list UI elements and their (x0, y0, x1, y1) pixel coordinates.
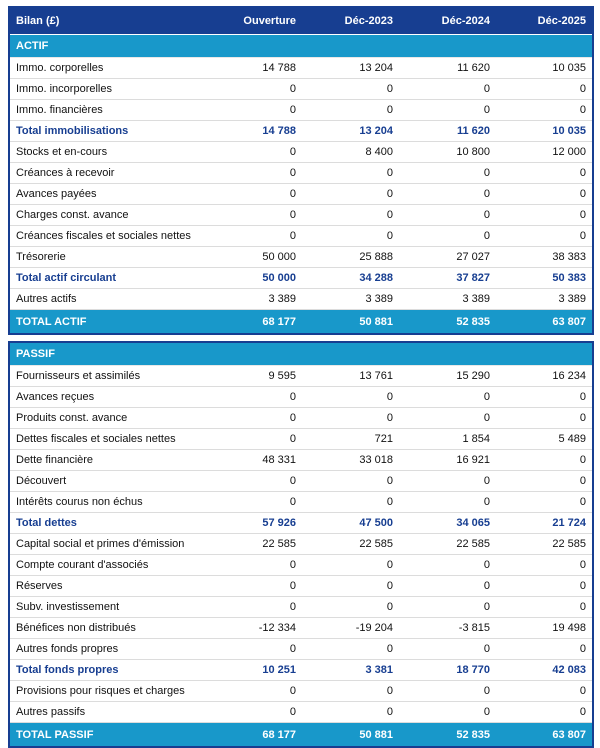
row-value: 0 (205, 702, 302, 723)
row-value: -19 204 (302, 618, 399, 639)
row-value: 0 (205, 597, 302, 618)
row-value: 0 (205, 163, 302, 184)
row-value: 50 383 (496, 268, 593, 289)
row-value: 0 (205, 408, 302, 429)
row-value: 14 788 (205, 121, 302, 142)
row-value: 0 (496, 702, 593, 723)
row-value: 27 027 (399, 247, 496, 268)
row-value: 0 (205, 639, 302, 660)
row-value: 0 (302, 576, 399, 597)
total-value: 63 807 (496, 723, 593, 748)
row-value: 0 (205, 555, 302, 576)
row-value: 0 (205, 471, 302, 492)
row-value: 0 (205, 184, 302, 205)
row-value: 16 234 (496, 366, 593, 387)
row-value: 0 (302, 555, 399, 576)
row-value: 0 (496, 450, 593, 471)
total-value: 68 177 (205, 310, 302, 335)
total-label: TOTAL PASSIF (9, 723, 205, 748)
row-label: Subv. investissement (9, 597, 205, 618)
col-header-dec-2024: Déc-2024 (399, 7, 496, 35)
table-row (9, 471, 593, 492)
row-label: Charges const. avance (9, 205, 205, 226)
row-value: 10 035 (496, 58, 593, 79)
section-title-label: PASSIF (9, 342, 593, 366)
row-value: 0 (205, 681, 302, 702)
row-value: 22 585 (302, 534, 399, 555)
balance-sheet-table-actif (8, 6, 594, 335)
row-label: Dette financière (9, 450, 205, 471)
row-value: 0 (496, 639, 593, 660)
row-value: 13 204 (302, 121, 399, 142)
balance-sheet-table-passif (8, 341, 594, 748)
row-value: 22 585 (205, 534, 302, 555)
total-row-passif (9, 723, 593, 748)
row-value: 0 (302, 163, 399, 184)
table-row (9, 226, 593, 247)
row-value: 22 585 (399, 534, 496, 555)
row-label: Fournisseurs et assimilés (9, 366, 205, 387)
row-value: 0 (399, 226, 496, 247)
row-label: Avances reçues (9, 387, 205, 408)
row-value: 0 (496, 184, 593, 205)
row-label: Autres fonds propres (9, 639, 205, 660)
row-value: 0 (205, 79, 302, 100)
row-value: 0 (205, 492, 302, 513)
table-row (9, 576, 593, 597)
row-value: 0 (496, 226, 593, 247)
row-value: 0 (496, 492, 593, 513)
row-label: Autres actifs (9, 289, 205, 310)
table-row (9, 163, 593, 184)
row-value: 3 381 (302, 660, 399, 681)
total-row-actif (9, 310, 593, 335)
table-row (9, 205, 593, 226)
row-value: 9 595 (205, 366, 302, 387)
row-value: 34 288 (302, 268, 399, 289)
row-value: 0 (399, 702, 496, 723)
row-label: Réserves (9, 576, 205, 597)
row-label: Immo. incorporelles (9, 79, 205, 100)
row-value: 0 (399, 555, 496, 576)
row-label: Créances fiscales et sociales nettes (9, 226, 205, 247)
row-label: Autres passifs (9, 702, 205, 723)
header-row (9, 7, 593, 35)
subtotal-row (9, 121, 593, 142)
row-value: 11 620 (399, 121, 496, 142)
row-value: 0 (496, 163, 593, 184)
row-value: 0 (496, 681, 593, 702)
row-value: 0 (399, 387, 496, 408)
subtotal-row (9, 268, 593, 289)
row-value: 14 788 (205, 58, 302, 79)
row-label: Compte courant d'associés (9, 555, 205, 576)
row-value: 0 (302, 471, 399, 492)
row-label: Bénéfices non distribués (9, 618, 205, 639)
row-value: 42 083 (496, 660, 593, 681)
row-value: 0 (399, 184, 496, 205)
row-value: 0 (302, 79, 399, 100)
row-value: 0 (205, 429, 302, 450)
table-row (9, 492, 593, 513)
row-value: 38 383 (496, 247, 593, 268)
row-value: 0 (399, 597, 496, 618)
row-value: 0 (205, 142, 302, 163)
row-value: 1 854 (399, 429, 496, 450)
row-value: 0 (496, 79, 593, 100)
row-value: 0 (302, 387, 399, 408)
row-value: 0 (399, 576, 496, 597)
row-value: 0 (302, 184, 399, 205)
row-value: 0 (302, 100, 399, 121)
row-label: Découvert (9, 471, 205, 492)
row-label: Trésorerie (9, 247, 205, 268)
row-value: 12 000 (496, 142, 593, 163)
total-value: 50 881 (302, 310, 399, 335)
table-row (9, 681, 593, 702)
row-value: 0 (399, 79, 496, 100)
row-label: Stocks et en-cours (9, 142, 205, 163)
row-value: 0 (399, 492, 496, 513)
row-label: Total fonds propres (9, 660, 205, 681)
row-label: Immo. corporelles (9, 58, 205, 79)
row-value: 0 (205, 576, 302, 597)
table-row (9, 597, 593, 618)
row-label: Total immobilisations (9, 121, 205, 142)
total-value: 68 177 (205, 723, 302, 748)
row-value: 5 489 (496, 429, 593, 450)
table-row (9, 408, 593, 429)
subtotal-row (9, 660, 593, 681)
table-row (9, 100, 593, 121)
section-title-label: ACTIF (9, 35, 593, 58)
table-row (9, 450, 593, 471)
total-value: 52 835 (399, 310, 496, 335)
row-value: 0 (496, 205, 593, 226)
row-value: 37 827 (399, 268, 496, 289)
row-value: 0 (496, 576, 593, 597)
row-value: 48 331 (205, 450, 302, 471)
row-value: 0 (302, 408, 399, 429)
row-value: 3 389 (205, 289, 302, 310)
row-value: 0 (302, 205, 399, 226)
row-value: -3 815 (399, 618, 496, 639)
row-value: 34 065 (399, 513, 496, 534)
row-value: 0 (496, 408, 593, 429)
row-value: 0 (399, 639, 496, 660)
row-value: 0 (496, 100, 593, 121)
row-value: 0 (399, 163, 496, 184)
table-row (9, 184, 593, 205)
table-row (9, 555, 593, 576)
row-value: 16 921 (399, 450, 496, 471)
row-value: 0 (302, 597, 399, 618)
row-value: 10 251 (205, 660, 302, 681)
row-value: 0 (496, 471, 593, 492)
row-value: 13 204 (302, 58, 399, 79)
row-label: Total actif circulant (9, 268, 205, 289)
total-value: 63 807 (496, 310, 593, 335)
col-header-dec-2025: Déc-2025 (496, 7, 593, 35)
row-value: 0 (205, 387, 302, 408)
row-value: 0 (302, 492, 399, 513)
row-value: 3 389 (496, 289, 593, 310)
col-header-ouverture: Ouverture (205, 7, 302, 35)
row-label: Avances payées (9, 184, 205, 205)
total-label: TOTAL ACTIF (9, 310, 205, 335)
row-value: 47 500 (302, 513, 399, 534)
section-header-passif (9, 342, 593, 366)
row-label: Total dettes (9, 513, 205, 534)
row-label: Provisions pour risques et charges (9, 681, 205, 702)
table-row (9, 247, 593, 268)
row-value: 13 761 (302, 366, 399, 387)
row-value: 0 (302, 702, 399, 723)
row-value: 22 585 (496, 534, 593, 555)
row-value: 0 (399, 681, 496, 702)
row-value: 0 (399, 100, 496, 121)
row-value: 0 (302, 226, 399, 247)
row-value: 3 389 (302, 289, 399, 310)
table-row (9, 387, 593, 408)
row-value: 15 290 (399, 366, 496, 387)
row-value: 21 724 (496, 513, 593, 534)
row-value: 0 (399, 408, 496, 429)
table-row (9, 618, 593, 639)
table-row (9, 289, 593, 310)
subtotal-row (9, 513, 593, 534)
row-label: Capital social et primes d'émission (9, 534, 205, 555)
row-label: Immo. financières (9, 100, 205, 121)
row-label: Créances à recevoir (9, 163, 205, 184)
row-value: 0 (205, 205, 302, 226)
table-row (9, 639, 593, 660)
row-value: -12 334 (205, 618, 302, 639)
row-value: 10 800 (399, 142, 496, 163)
row-value: 721 (302, 429, 399, 450)
table-title: Bilan (£) (9, 7, 205, 35)
row-value: 11 620 (399, 58, 496, 79)
row-label: Produits const. avance (9, 408, 205, 429)
table-row (9, 534, 593, 555)
row-value: 0 (496, 387, 593, 408)
row-value: 0 (302, 681, 399, 702)
table-row (9, 58, 593, 79)
row-value: 0 (496, 555, 593, 576)
row-value: 0 (496, 597, 593, 618)
table-row (9, 366, 593, 387)
table-row (9, 702, 593, 723)
row-value: 0 (205, 100, 302, 121)
row-value: 57 926 (205, 513, 302, 534)
row-value: 0 (399, 471, 496, 492)
row-value: 18 770 (399, 660, 496, 681)
row-value: 19 498 (496, 618, 593, 639)
table-row (9, 429, 593, 450)
col-header-dec-2023: Déc-2023 (302, 7, 399, 35)
row-value: 10 035 (496, 121, 593, 142)
row-value: 25 888 (302, 247, 399, 268)
total-value: 52 835 (399, 723, 496, 748)
row-value: 0 (205, 226, 302, 247)
row-value: 33 018 (302, 450, 399, 471)
row-value: 3 389 (399, 289, 496, 310)
row-value: 8 400 (302, 142, 399, 163)
row-value: 0 (302, 639, 399, 660)
row-value: 50 000 (205, 268, 302, 289)
section-header-actif (9, 35, 593, 58)
table-row (9, 79, 593, 100)
row-label: Dettes fiscales et sociales nettes (9, 429, 205, 450)
row-value: 0 (399, 205, 496, 226)
row-value: 50 000 (205, 247, 302, 268)
table-row (9, 142, 593, 163)
row-label: Intérêts courus non échus (9, 492, 205, 513)
total-value: 50 881 (302, 723, 399, 748)
